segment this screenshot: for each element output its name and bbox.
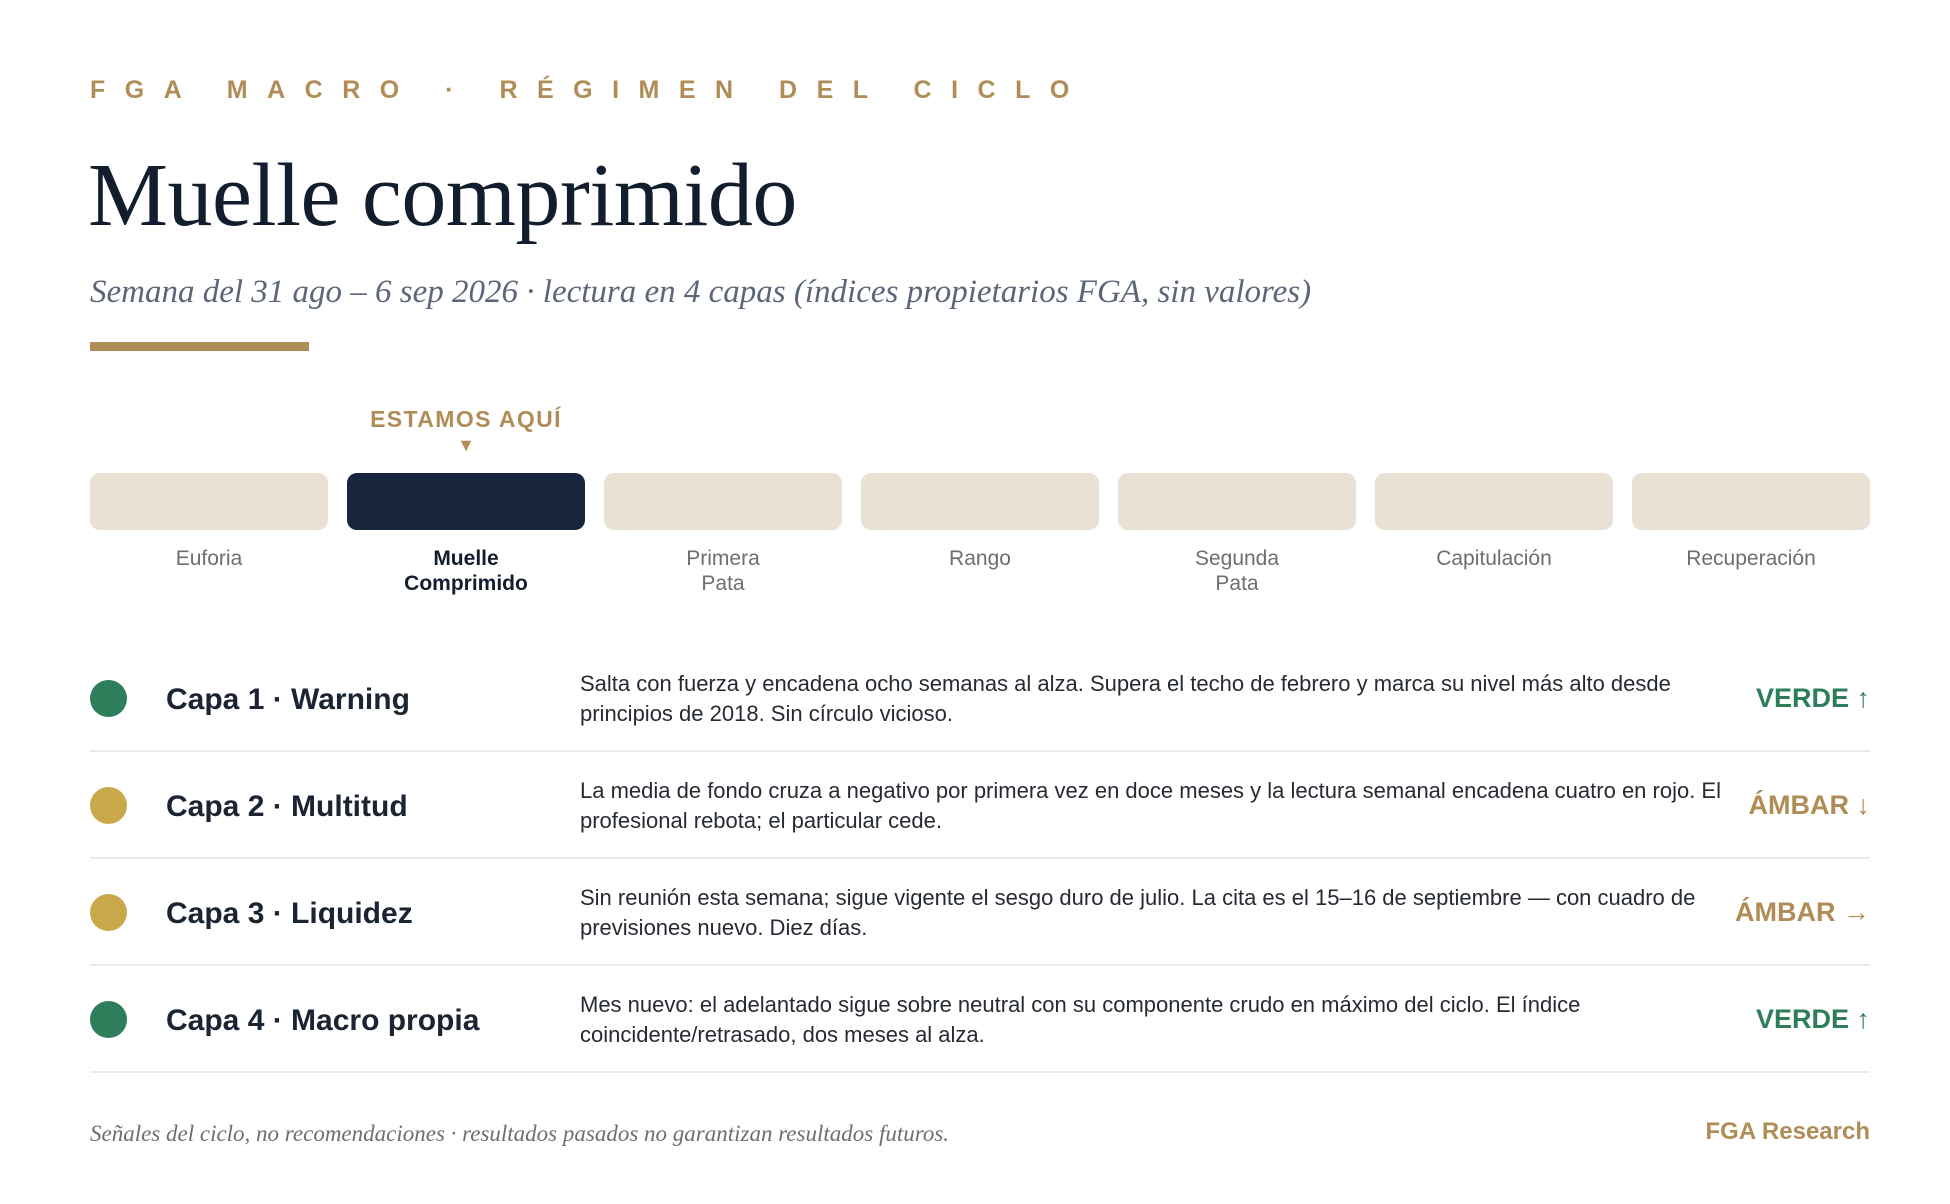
phase-1 [90,473,328,571]
phase-label: Segunda Pata [1194,547,1280,595]
phase-label: Capitulación [1436,547,1552,570]
phase-2 [347,473,585,596]
layer-row [90,645,1870,752]
footer-brand: FGA Research [1705,1118,1870,1145]
marker-label: ESTAMOS AQUÍ [370,406,562,432]
status-dot-icon [90,787,127,824]
phase-bar [1118,473,1356,530]
layer-description: Salta con fuerza y encadena ocho semanas al alza. Supera el techo de febrero y marca su nivel más alto desde principios de 2018. Sin círculo vicioso. [580,671,1671,726]
layer-row [90,752,1870,859]
phase-6 [1375,473,1613,571]
phase-label: Muelle Comprimido [404,547,528,595]
footer-disclaimer: Señales del ciclo, no recomendaciones · resultados pasados no garantizan resultados futuros. [90,1121,950,1146]
eyebrow: FGA MACRO · RÉGIMEN DEL CICLO [90,76,1089,104]
phase-label: Rango [949,547,1011,570]
layer-list [90,645,1870,1073]
phase-bar [90,473,328,530]
layer-status: VERDE ↑ [1755,1004,1870,1034]
layer-name: Capa 1 · Warning [166,683,410,716]
layer-name: Capa 4 · Macro propia [166,1004,480,1037]
phase-7 [1632,473,1870,571]
status-dot-icon [90,894,127,931]
phase-3 [604,473,842,596]
layer-row [90,859,1870,966]
layer-name: Capa 2 · Multitud [166,790,408,823]
phase-label: Primera Pata [686,547,760,595]
phase-bar [604,473,842,530]
cycle-phase-track [90,473,1870,613]
layer-name: Capa 3 · Liquidez [166,897,413,930]
layer-status: VERDE ↑ [1755,683,1870,713]
status-dot-icon [90,680,127,717]
page-title: Muelle comprimido [88,146,797,245]
layer-description: La media de fondo cruza a negativo por primera vez en doce meses y la lectura semanal encadena cuatro en rojo. El profesional rebota; el particular cede. [580,778,1721,833]
layer-description: Sin reunión esta semana; sigue vigente el sesgo duro de julio. La cita es el 15–16 de septiembre — con cuadro de previsiones nuevo. Diez días. [580,885,1696,940]
current-phase-marker [347,406,585,454]
layer-row [90,966,1870,1073]
accent-rule [90,342,309,351]
layer-status: ÁMBAR ↓ [1748,790,1870,820]
status-dot-icon [90,1001,127,1038]
marker-arrow-icon: ▼ [457,435,475,455]
phase-bar [1632,473,1870,530]
page-subtitle: Semana del 31 ago – 6 sep 2026 · lectura en 4 capas (índices propietarios FGA, sin valores) [90,274,1312,310]
phase-bar [861,473,1099,530]
phase-bar [347,473,585,530]
phase-5 [1118,473,1356,596]
layer-status: ÁMBAR → [1735,897,1870,927]
phase-bar [1375,473,1613,530]
phase-label: Recuperación [1686,547,1816,570]
layer-description: Mes nuevo: el adelantado sigue sobre neutral con su componente crudo en máximo del ciclo. El índice coincidente/retrasado, dos meses al alza. [580,992,1581,1047]
phase-4 [861,473,1099,571]
phase-label: Euforia [175,547,243,570]
